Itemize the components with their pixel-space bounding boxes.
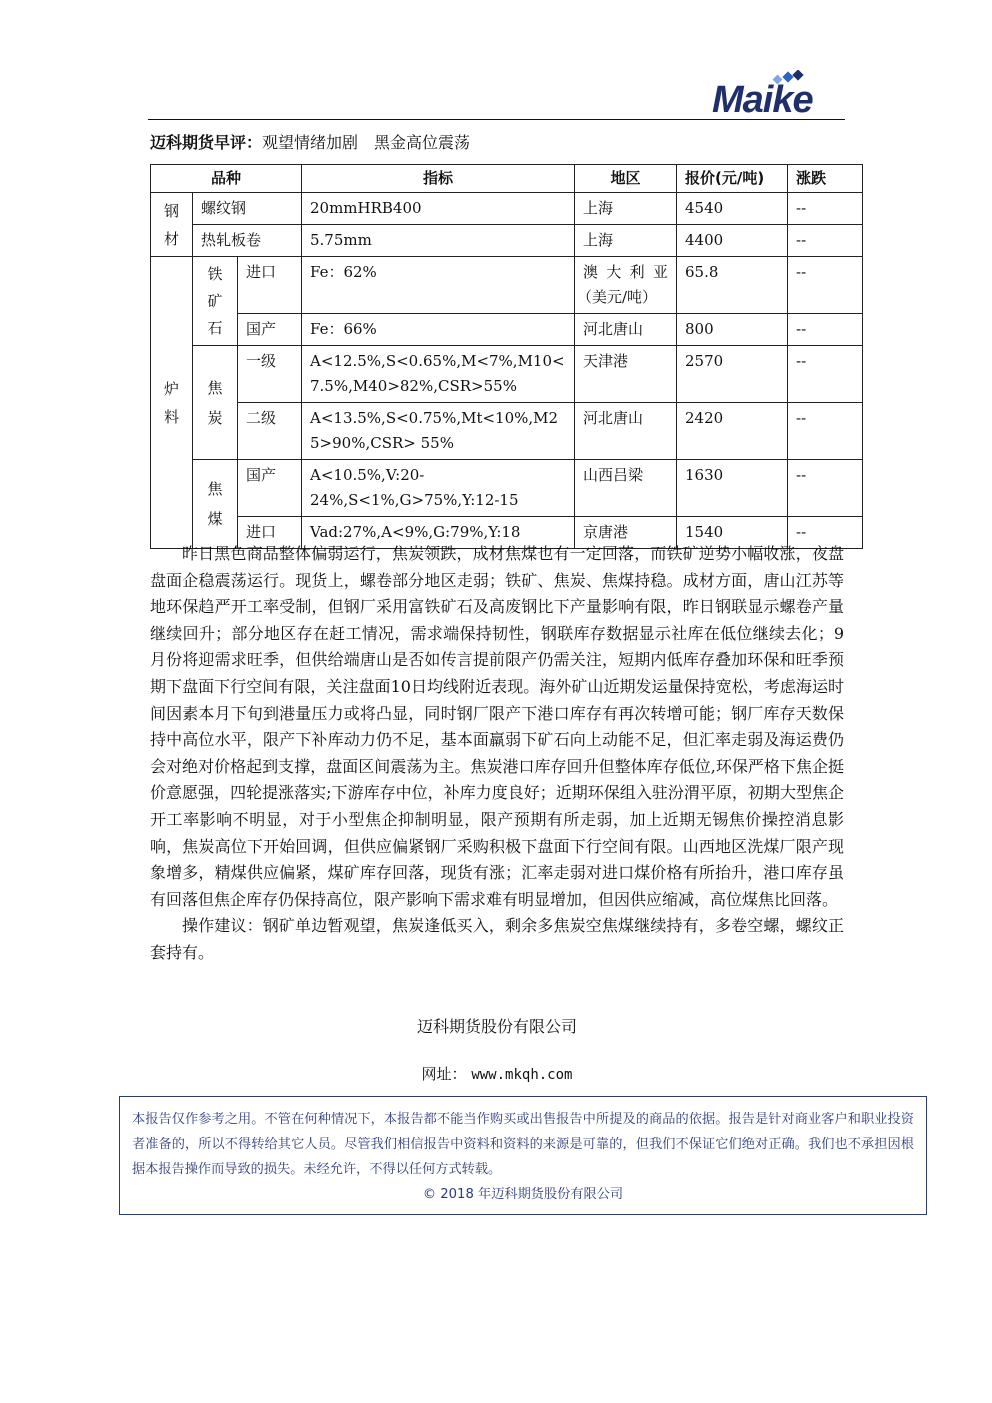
region-cell: 河北唐山: [575, 314, 677, 346]
price-cell: 65.8: [677, 257, 788, 314]
change-cell: --: [788, 257, 863, 314]
website-url[interactable]: www.mkqh.com: [471, 1067, 573, 1083]
operation-advice: 操作建议：钢矿单边暂观望，焦炭逢低买入，剩余多焦炭空焦煤继续持有，多卷空螺，螺纹正套持有。: [150, 916, 844, 962]
price-cell: 2420: [677, 403, 788, 460]
price-cell: 800: [677, 314, 788, 346]
spec-cell: Fe：66%: [302, 314, 575, 346]
region-cell: 京唐港: [575, 517, 677, 549]
price-cell: 1540: [677, 517, 788, 549]
commentary-paragraph: 昨日黑色商品整体偏弱运行，焦炭领跌，成材焦煤也有一定回落，而铁矿逆势小幅收涨，夜盘盘面企稳震荡运行。现货上，螺卷部分地区走弱；铁矿、焦炭、焦煤持稳。成材方面，唐山江苏等地环保趋严开工率受制，但钢厂采用富铁矿石及高废钢比下产量影响有限，昨日钢联显示螺卷产量继续回升；部分地区存在赶工情况，需求端保持韧性，钢联库存数据显示社库在低位继续去化；9月份将迎需求旺季，但供给端唐山是否如传言提前限产仍需关注，短期内低库存叠加环保和旺季预期下盘面下行空间有限，关注盘面10日均线附近表现。海外矿山近期发运量保持宽松，考虑海运时间因素本月下旬到港量压力或将凸显，同时钢厂限产下港口库存有再次转增可能；钢厂库存天数保持中高位水平，限产下补库动力仍不足，基本面羸弱下矿石向上动能不足，但汇率走弱及海运费仍会对绝对价格起到支撑，盘面区间震荡为主。焦炭港口库存回升但整体库存低位,环保严格下焦企挺价意愿强，四轮提涨落实;下游库存中位，补库力度良好；近期环保组入驻汾渭平原，初期大型焦企开工率影响不明显，对于小型焦企抑制明显，限产预期有所走弱，加上近期无锡焦价操控消息影响，焦炭高位下开始回调，但供应偏紧钢厂采购积极下盘面下行空间有限。山西地区洗煤厂限产现象增多，精煤供应偏紧，煤矿库存回落，现货有涨；汇率走弱对进口煤价格有所抬升，港口库存虽有回落但焦企库存仍保持高位，限产影响下需求难有明显增加，但因供应缩减，高位煤焦比回落。: [150, 544, 844, 909]
page-title: [150, 132, 470, 154]
table-header-row: [151, 165, 863, 193]
spec-cell: A<12.5%,S<0.65%,M<7%,M10<7.5%,M40>82%,CSR>55%: [302, 346, 575, 403]
title-brand: 迈科期货早评：: [150, 133, 263, 152]
subcategory-coke: 焦炭: [193, 346, 238, 460]
header-price: 报价(元/吨): [677, 165, 788, 193]
spec-cell: 20mmHRB400: [302, 193, 575, 225]
title-headline: 观望情绪加剧 黑金高位震荡: [262, 133, 471, 152]
table-row: [151, 193, 863, 225]
subcategory-coking-coal: 焦煤: [193, 460, 238, 549]
change-cell: --: [788, 225, 863, 257]
header-region: 地区: [575, 165, 677, 193]
price-table: [150, 164, 863, 549]
subcategory-iron-ore: 铁矿石: [193, 257, 238, 346]
region-cell: 上海: [575, 225, 677, 257]
table-row: [151, 225, 863, 257]
header-variety: 品种: [151, 165, 302, 193]
origin-cell: 进口: [238, 257, 302, 314]
company-name: 迈科期货股份有限公司: [416, 1017, 577, 1036]
category-furnace: 炉料: [151, 257, 193, 549]
change-cell: --: [788, 314, 863, 346]
region-unit-note: （美元/吨）: [577, 288, 658, 306]
origin-cell: 国产: [238, 314, 302, 346]
disclaimer-text: 本报告仅作参考之用。不管在何种情况下，本报告都不能当作购买或出售报告中所提及的商品的依据。报告是针对商业客户和职业投资者准备的，所以不得转给其它人员。尽管我们相信报告中资料和资料的来源是可靠的，但我们不保证它们绝对正确。我们也不承担因根据本报告操作而导致的损失。未经允许，不得以任何方式转载。: [132, 1112, 914, 1177]
price-cell: 4540: [677, 193, 788, 225]
table-row: [151, 460, 863, 517]
region-cell: 上海: [575, 193, 677, 225]
table-row: [151, 314, 863, 346]
copyright-notice: © 2018 年迈科期货股份有限公司: [422, 1187, 624, 1202]
grade-cell: 一级: [238, 346, 302, 403]
table-row: [151, 346, 863, 403]
variety-name: 热轧板卷: [193, 225, 302, 257]
change-cell: --: [788, 346, 863, 403]
market-commentary: [150, 541, 844, 967]
change-cell: --: [788, 193, 863, 225]
variety-name: 螺纹钢: [193, 193, 302, 225]
origin-cell: 进口: [238, 517, 302, 549]
change-cell: --: [788, 517, 863, 549]
table-row: [151, 257, 863, 314]
price-cell: 1630: [677, 460, 788, 517]
price-cell: 4400: [677, 225, 788, 257]
change-cell: --: [788, 403, 863, 460]
header-divider: [148, 119, 845, 120]
spec-cell: A<10.5%,V:20-24%,S<1%,G>75%,Y:12-15: [302, 460, 575, 517]
spec-cell: Vad:27%,A<9%,G:79%,Y:18: [302, 517, 575, 549]
disclaimer-box: [119, 1096, 927, 1215]
spec-cell: Fe：62%: [302, 257, 575, 314]
header-change: 涨跌: [788, 165, 863, 193]
price-cell: 2570: [677, 346, 788, 403]
grade-cell: 二级: [238, 403, 302, 460]
table-row: [151, 403, 863, 460]
change-cell: --: [788, 460, 863, 517]
category-steel: 钢材: [151, 193, 193, 257]
region-cell: [575, 257, 677, 314]
logo-wordmark: Maike: [712, 79, 813, 121]
spec-cell: 5.75mm: [302, 225, 575, 257]
region-cell: 山西吕梁: [575, 460, 677, 517]
origin-cell: 国产: [238, 460, 302, 517]
spec-cell: A<13.5%,S<0.75%,Mt<10%,M25>90%,CSR> 55%: [302, 403, 575, 460]
website-line: [150, 1063, 844, 1086]
header-spec: 指标: [302, 165, 575, 193]
maike-logo: [712, 70, 848, 120]
region-cell: 天津港: [575, 346, 677, 403]
region-cell: 河北唐山: [575, 403, 677, 460]
website-label: 网址：: [421, 1065, 467, 1083]
region-name: 澳大利亚: [583, 263, 668, 281]
